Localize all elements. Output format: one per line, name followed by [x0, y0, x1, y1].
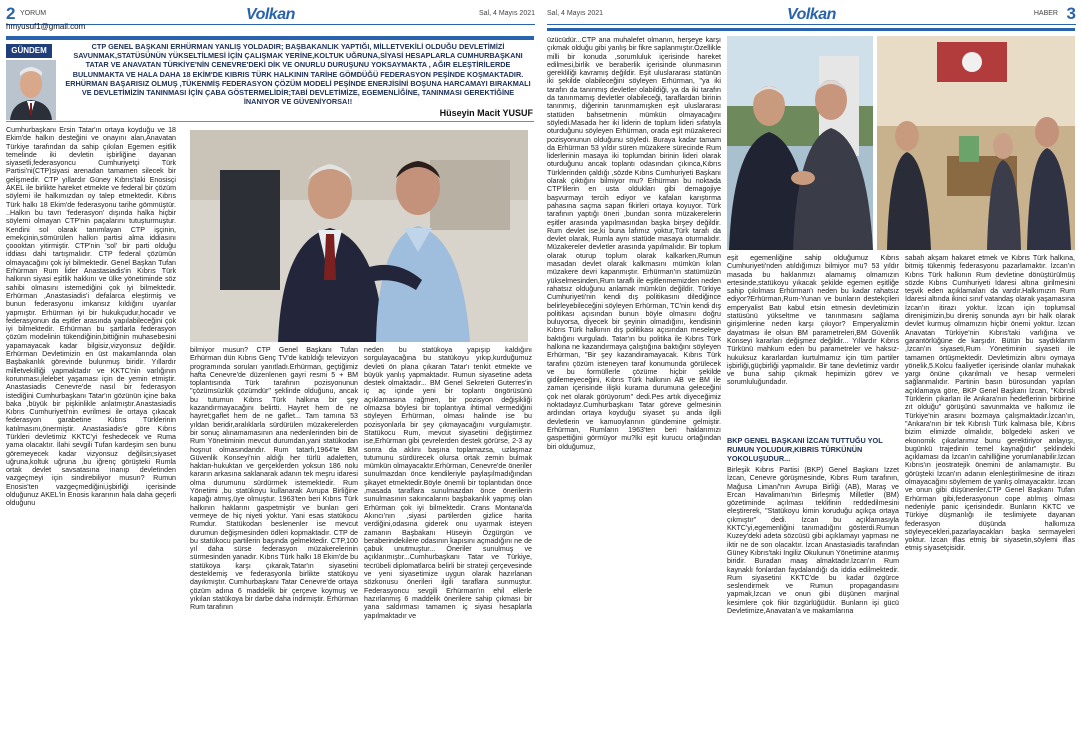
- issue-date: Sal, 4 Mayıs 2021: [547, 10, 604, 17]
- author-byline: Hüseyin Macit YUSUF: [439, 108, 533, 118]
- handshake-photo: [727, 36, 873, 250]
- article-column-2b: Birleşik Kıbrıs Partisi (BKP) Genel Başkanı İzzet İzcan, Cenevre görüşmesinde, Kıbrıs Rum tarafının, Mağusa Liman/'nın Avrupa Birliği (AB), Maraş ve Ercan Havalimanı'nın Birleşmiş Milletler (BM) gözetiminde açılması teklifinin reddedilmesini eleştirerek, "Statükoyu kimin koruduğu açıkça ortaya çıkmıştır" dedi. İzcan bu açıklamasıyla KKTC'yi,egemenliğini tanımadığını gösterdi.Rumun Kuzey'deki adeta sözcüsü gibi açıklamayı yapması ne iktir ne de son olacaktır. İzcan Anastasiadis tarafından Güney Kıbrıs'taki İngiliz Okulunun Yönetimine atanmış biridir. Buradan maaş almaktadır.İzcan'ın Rum kaynaklı fonlardan faydalandığı da iddia edilmektedir. Rum siyasetini KKTC'de bu kadar özgürce seslendirmek ve Rumun propagandasını yapmak,İzcan ve onun gibi düşünen marjinal kesimlere çok fikir özgürlüğüdür. Bunların işi gücü Devletimize,Anavatan'a ve makamlarına: [727, 466, 899, 616]
- meeting-room-photo: [877, 36, 1075, 250]
- article-column-3: sabah akşam hakaret etmek ve Kıbrıs Türk halkına, bitmiş tükenmiş federasyonu pazarlamaktır. İzcan'ın Kıbrıs Türk halkının Rum devletine dönüştürülmüş sözde Kıbrıs Cumhuriyeti İdaresi altına girilmesini teşvik eden açıklamaları da vardır.Halkımızın Rum İdaresi altında ikinci sınıf vatandaş olarak yaşamasına İzcan'ın itirazı yoktur. İzcan için toplumsal direnişimizin,bu direniş sonunda ayrı bir halk olarak devlet kurmuş olmamızın hiçbir önemi yoktur. İzcan Anavatan Türkiye'nin Kıbrıs'taki varlığına ve garantörlüğüne de karşıdır. Bütün bu saydıklarım ,İzcan'ın siyaseti,Rum Yönetiminin siyaseti ile tamamen örtüşmektedir. Devletimizin altını oymaya yönelik,5.Kolcu faaliyetler içerisinde olanlar muhakak yargı önüne çıkarılmalı ve hesap vermeleri sağlanmalıdır. Partinin basın bürosundan yapılan açıklamaya göre, BKP Genel Başkanı İzcan, "Kıbrısli Türklerin çıkarları ile Ankara'nın hedeflerinin birbirine zıt olduğu" görüşünü savunmakta ve halkımız ile Türkiye'nin arasını bozmaya çalışmaktadır.İzcan'ın, "Ankara'nın bir tek Kıbrıslı Türk kalmasa bile, Kıbrıs bizim elimizde olmalıdır, bölgedeki askeri ve ekonomik çıkarlarımız bunu gerektiriyor anlayışı, bugünkü trajedinin temel kaynağıdır" şeklindeki açıklaması da İzcan'ın cahilliğine yorumlanabilir.İzcan Kıbrıs'ın jeostratejik önemini de anlamamıştır. Bu görüşteki İzcan'ın adanın elenleştirilmesine de itirazı olmayacağını söylemem de yanlış olmayacaktır. İzcan ve onun gibi düşünenler,CTP Genel Başkanı Tufan Erhürman gibi,federasyonun cope atılmış olması nedeniyle panic içerisindedir. Bunların KKTC ve Türkiye düşmanlığı ile teslimiyete dayanan federasyon düşünda halkımıza söyleyecekleri,pazarlayacakları başka sermayeleri yoktur. İzcan iflas etmiş bir siyasetin,söylemi iflas etmiş siyasetçisidir.: [905, 254, 1075, 553]
- article-column-3: neden bu statükoya yapışıp kaldığını sorgulayacağına bu statükoyu yıkıp,kurduğumuz devleti ön plana çıkaran Tatar'ı tenkit etmekte ve büyük yanlış yapmaktadır. Rumun siyasetine adeta destek olmaktadır... BM Genel Sekreteri Guterres'in iç aç içinde yeni bir toplantı öngörüsünü açıklamasına rağmen, bir pozisyon değişikliği olmazsa böylesi bir toplantıya ihtimal vermediğini söyleyen Erhürman, olması halinde ise bu pozisyonlarla bir şey çıkmayacağını vurgulamıştır. Statükocu Rum, mevcut siyasetini değiştirmez ise,Erhürman gibi çevrelerden destek görürse, 2-3 ay sonra da aklını başına toplamazsa, uzlaşmaz tutumunu sürdürecek olursa ortak zemin bulmak mümkün olmayacaktır.Erhürman, Cenevre'de öneriler sunulmazdan önce kendileriyle paylaşılmadığından şikayet etmektedir.Böyle önemli bir toplantıdan önce ,masada taraflara sunulmazdan önce önerilerin sunulmasının sakıncalarını başbakanlık yapmış olan Erhürman çok iyi bilmektedir. Crans Montana'da Akıncı'nın ,siyasi partilerden gizlice harita verdiğini,odasına giderek onu uyarmak isteyen zamanın Başbakanı Hüseyin Özgürgün ve beraberindekilere odasının kapısını açmadığını ne de çabuk unutmuştur... Öneriler sunulmuş ve açıklanmıştır...Cumhurbaşkanı Tatar ve Türkiye, tecrübeli diplomatlarca belirli bir strateji çerçevesinde ve yeni siyasetimize uygun olarak hazırlanan sözkonusu önerileri ilgili taraflara sunmuştur. Federasyoncu sevgili Erhürman'ın ehil ellerle hazırlanmış 6 maddelik önerilere sahip çıkması bir yana saldırması tamamen iç siyasi hesaplarla yapılmaktadır ve: [364, 346, 532, 620]
- right-page-header: [547, 4, 1076, 25]
- header-accent-bar: [547, 28, 1075, 31]
- newspaper-logo: Volkan: [246, 6, 295, 23]
- author-portrait: [6, 60, 56, 120]
- newspaper-logo: Volkan: [787, 6, 836, 23]
- headline-divider: [6, 121, 534, 122]
- two-men-posing-photo: [190, 130, 528, 342]
- section-label: YORUM: [20, 10, 47, 17]
- article-column-1: üzücüdür...CTP ana muhalefet olmanın, herşeye karşı çıkmak olduğu gibi yanlış bir fikre saplanmıştır.Özellikle milli bir konuda ,sorumluluk içerisinde hareket edilmesi,birlik ve beraberlik içerisinde olunmasının gerekliliği kavramış değildir. Eşit uluslararası statünün iki şekilde olabileceğini söyleyen Erhürman, "ya iki tarafın da tanınmış devletler olabildiği, ya da iki tarafın da tanınmamış devletler olabileceği, taraflardan birinin tanınmış, diğerinin tanınmamışken eşit uluslararası statüden bahsetmenin mümkün olmayacağını söyledi.Masada her iki liderin de toplum lideri sıfatıyla oturduğunu söyleyen Erhürman, orada eşit müzakereci pozisyonunun olduğunu söyledi. Buraya kadar tamam da Erhürman 53 yıldır süren müzakere sürecinde Rum liderlerinin masaya iki toplumdan birinin lideri olarak oturduğunu ancak toplantı odasından çıkınca,Kıbrıs Türklerinden çaldığı ,sözde Kıbrıs Cumhuriyeti Başkanı olarak çıktığını bilmiyor mu? Erhürman bu noktada CTP'lilerin en usta oldukları gibi demagojiye başvurmayı tercih ediyor ve kafaları karıştırma pahasına saçma sapan fikirleri ortaya koyuyor. Türk tarafının yaptığı öneri ,bundan sonra müzakerelerin eşitler arasında yapılmasından başka birşey değildir. Rum devlet ise,ki buna lafımız yoktur,Türk tarafı da devlet olarak, Rumla aynı statüde masaya oturmalıdır. Müzakereler devletler arasında yapılmalıdır. Bir toplum olarak oturup toplum olarak kalkarken,Rumun masadan devlet olarak kalkmasını mümkün kılan müzakere devri kapanmıştır. Erhürman'ın statümüzün yükselmesinden,Rum taraflı ile eşitlenmemizden neden rahatsız olduğunu anlamak mümkün değildir. Türkiye Cumhuriyeti'nin kendi dış politikasını dilediğince belirleyebileceğini söyleyen Erhürman, TC'nin kendi dış politikası açısından bunun böyle olmasını doğru buluyorsa, diyecek bir şeyinin olmadığını, kendisinin Kıbrıs Türk halkının dış politikası açısından meseleye baktığını vurguladı. Tatar'ın bu politika ile Kıbrıs Türk halkına ne kazandırmaya çalıştığına baktığını söyleyen Erhürman, "Bir şey kazandıramayacak. Kıbrıs Türk tarafını çözüm isteneyen taraf konumunda görülecek ve bu formüllerle çözüme hiçbir şekilde gidilemeyeceğini, Kıbrıs Türk halkının AB ve BM ile zaman içerisinde ilişki kurama durumuna geleceğini çok net olarak görüyorum" dedi.Pes artık diyeceğimiz noktadayız.Cumhurbaşkanı Tatar göreve gelmesinin ardından ortaya koyduğu siyaset şu anda ilgili devletlerin ve kamuoylarının gündemine gelmiştir. Erhürman, Rumların 1963'ten beri haklarımızı gaspettiğini görmüyor mu?İki eşit kurucu ortağından biri olduğumuz,: [547, 36, 721, 451]
- section-subheadline: BKP GENEL BAŞKANI İZCAN TUTTUĞU YOL RUMUN YOLUDUR,KIBRIS TÜRKÜNÜN YOKOLUŞUDUR...: [727, 436, 883, 463]
- article-headline: CTP GENEL BAŞKANI ERHÜRMAN YANLIŞ YOLDADIR; BAŞBAKANLIK YAPTIĞI, MİLLETVEKİLİ OLDUĞU DEVLETİMİZİ SAVUNMAK,STATÜSÜNÜN YÜKSELTİLMESİ İÇİN ÇALIŞMAK YERİNE,KOLTUK UĞRUNA,SİYASİ HESAPLARLA CUMHURBAŞKANI TATAR VE ANAVATAN TÜRKİYE'NİN CENEVRE'DEKİ DİK VE ONURLU DURUŞUNU YOKSAYMAKTA , AĞIR ELEŞTİRİLERDE BULUNMAKTA VE HALA DAHA 18 EKİM'DE KIBRIS TÜRK HALKININ TARİHE GÖMDÜĞÜ FEDERASYON PEŞİNDE KOŞMAKTADIR. ERHÜRMAN BAŞARISIZ OLMUŞ ,TÜKENMİŞ FEDERASYON ÇÖZÜM MODELİ PEŞİNDE ENERJİSİNİ BOŞUNA HARCAMAYI BIRAKMALI VE DEVLETİMİZİN TANINMASI İÇİN ÇABA GÖSTERMELİDİR;TABİ DEVLETİMİZE, EGEMENLİĞİNE, TANINMASI GEREKTİĞİNE İNANIYOR VE GÜVENİYORSA!!: [65, 42, 531, 107]
- article-column-1: Cumhurbaşkanı Ersin Tatar'ın ortaya koyduğu ve 18 Ekim'de halkın desteğini ve onayını alan,Anavatan Türkiye tarafından da sahip çıkılan Egemen eşitlik temelinde iki devletin işbirliğine dayanan siyasetli,federasyoncu Cumhuriyetçi Türk Partisi'ni(CTP)siyasi arenadan tamamen silecek bir gelişmedir. CTP yıllardır Güney Kıbrıs'taki Enosisçi AKEL ile birlikte hareket etmekte ve federal bir çözüm söylemi ile halkımızdan oy talep etmektedir. Kıbrıs Türk halkı 18 Ekim'de federasyonu tarihe gömmüştür. ..Halkın bu tavrı 'federasyon' dışında halka hiçbir söylemi olmayan CTP'nin paçalarını tutuşturmuştur. Kendini sol olarak tanımlayan CTP işçinin, emekçinin,sömürülen halkın partisi alma iddiasını çoooktan yitirmiştir. CTP'nin 'sol' bir parti olduğu iddiası dahi tartışmalıdır. CTP federal çözümün olmayacağını çok iyi bilmektedir. Genel Başkan Tufan Erhürman Rum lider Anastasiadis'in Kıbrıs Türk halkının siyasi eşitlik hakkını ve ülke yönetiminde söz sahibi olmasını istemediğini çok iyi bilmektedir. Erhürman ,Anastasiadis'i defalarca eleştirmiş ve bunun federasyonu imkansız kıldığını uyarılar yapmıştır. Erhürman iyi bir hukukçudur,hocadır ve federasyonun da eşitler arasında yapılabileceğini çok iyi bilmektedir. Erhürman bu şartlarla federasyon çözüm modelinin tükendiğinin,bittiğinin muhasebesini yapamayacak kadar bilgisiz,vizyonsuz değildir. Erhürman Devletimizin en üst makamlarında olan Başbakanlık görevinde bulunmuş biridir. Yıllardır milletvekilliği yapmaktadır ve KKTC'nin varlığının korunması,ilelebet yaşaması için de yemin etmiştir. Anastasiadis Cenevre'de nasıl bir federasyon istediğini Cumhurbaşkanı Tatar'ın gözünün içine baka baka ,büyük bir pişkinlikle anlatmıştır.Anastasiadis Kıbrıs Cumhuriyeti'nin evrilmesi ile ortaya çıkacak federasyon garabetine Kıbrıs Türklerinin katılmasını,önermiştir. Anastasiadis'e göre Kıbrıs Türkleri devletimiz KKTC'yi feshedecek ve Ruma yama olacaktır. İlahi sevgili Tufan kardeşim sen bunu göremeyecek kadar vizyonsuz değilsin;siyaset uğruna,koltuk uğruna ,bu iğrenç görüşteki Rumla ortak devlet savsatasına inanıp devletinden vazgeçmeyi için sindirebiliyor musun? Rumun Enosis'ten vazgeçmediğini,işbirliği içerisinde olduğunuz AKEL'in Enosis kararının hala daha geçerli olduğunu: [6, 126, 176, 508]
- left-page-header: [6, 4, 535, 25]
- article-column-2: eşit egemenliğine sahip olduğumuz Kıbrıs Cumhuriyeti'nden atıldığımızı bilmiyor mu? 53 yıldır masada bu haklarımızı alamamış olmamızın ertesinde,statükoyu yıkacak şekilde egemen eşitliğe sahip çıkılması Erhürman'ı neden bu kadar rahatsız ediyor?Erhürman,Rum-Yunan ve bunların destekçileri emperyalist Batı kabul etsin etmesin devletimizin statüsünü yükseltme ve tanınmasını sağlama girişimlerine neden karşı çıkıyor? Emperyalizmin dayatması ile olsun BM parametreleri,BM Güvenlik Konseyi kararları değişmez değildir... Yıllardır Kıbrıs Türkünü mahkum eden bu parametreler ve haksız-hukuksuz kararlardan kurtulmamız için tüm partiler işbirliği,güçbirliği yapmalıdır. Bir tane devletimiz vardır ve buna sahip çıkmak hepimizin görev ve sorumluluğundadır.: [727, 254, 899, 387]
- page-number: 3: [1066, 4, 1076, 23]
- header-accent-bar: [6, 36, 534, 40]
- section-label: HABER: [1033, 10, 1058, 17]
- author-email: hmyusuf1@gmail.com: [6, 22, 86, 31]
- right-page: [541, 0, 1082, 747]
- issue-date: Sal, 4 Mayıs 2021: [478, 10, 535, 17]
- category-tag: GÜNDEM: [6, 44, 52, 58]
- article-column-2: bilmiyor musun? CTP Genel Başkanı Tufan Erhürman dün Kıbrıs Genç TV'de katıldığı televizyon programında soruları yanıtladı.Erhürman, geçtiğimiz hafta Cenevre'de düzenlenen gayri resmi 5 + BM toplantısında Türk tarafının pozisyonunun "çözümsüzlük çözümdür" şeklinde olduğunu, ancak bu tutumun Kıbrıs Türk halkına bir şey kazandırmayacağını belirtti. Hayret hem de ne hayret;gaflet hem de ne gaflet... Tam tamına 53 yıldan beridir,aralıklarla sürdürülen müzakerelerden bir sonuç alınamamasının ana nedenlerinden biri de Rum Yönetiminin mevcut durumdan,yani statükodan hoşnut olmasındandır. Rum tatarfı,1964'te BM Güvenlik Konseyi'nin aldığı her türlü adaletten, haktan-hukuktan ve gerçeklerden yoksun 186 nolu kararın arkasına saklanarak adanın tek meşru idaresi olma durumunu sürdürmek istemektedir. Rum Yönetimi ,bu statükoyu kullanarak Avrupa Birliğine kapağı atmış,üye olmuştur. 1963'ten beri Kıbrıs Türk halkının haklarını gaspetmiştir ve bunları geri vermeye de hiç niyeti yoktur. Yani esas statükocu Rumdur. Statükodan beslenenler ise mevcut durumun değişmesinden ödleri kopmaktadır. CTP de bu statükocu partilerin başında gelmektedir. CTP,100 yıl daha sürse federasyon müzakerelerinin sürmesinden yanadır. Kıbrıs Türk halkı 18 Ekim'de bu statükoya karşı çıkarak,Tatar'ın siyasetini desteklemiş ve federasyonla birlikte statükoyu dayıkmıştır. Cumhurbaşkanı Tatar Cenevre'de ortaya çözüm adına 6 maddelik bir çerçeve koymuş ve yıkılan statükoya bir darbe daha indirmiştir. Erhürman Rum tarafının: [190, 346, 358, 612]
- page-number: 2: [6, 4, 16, 23]
